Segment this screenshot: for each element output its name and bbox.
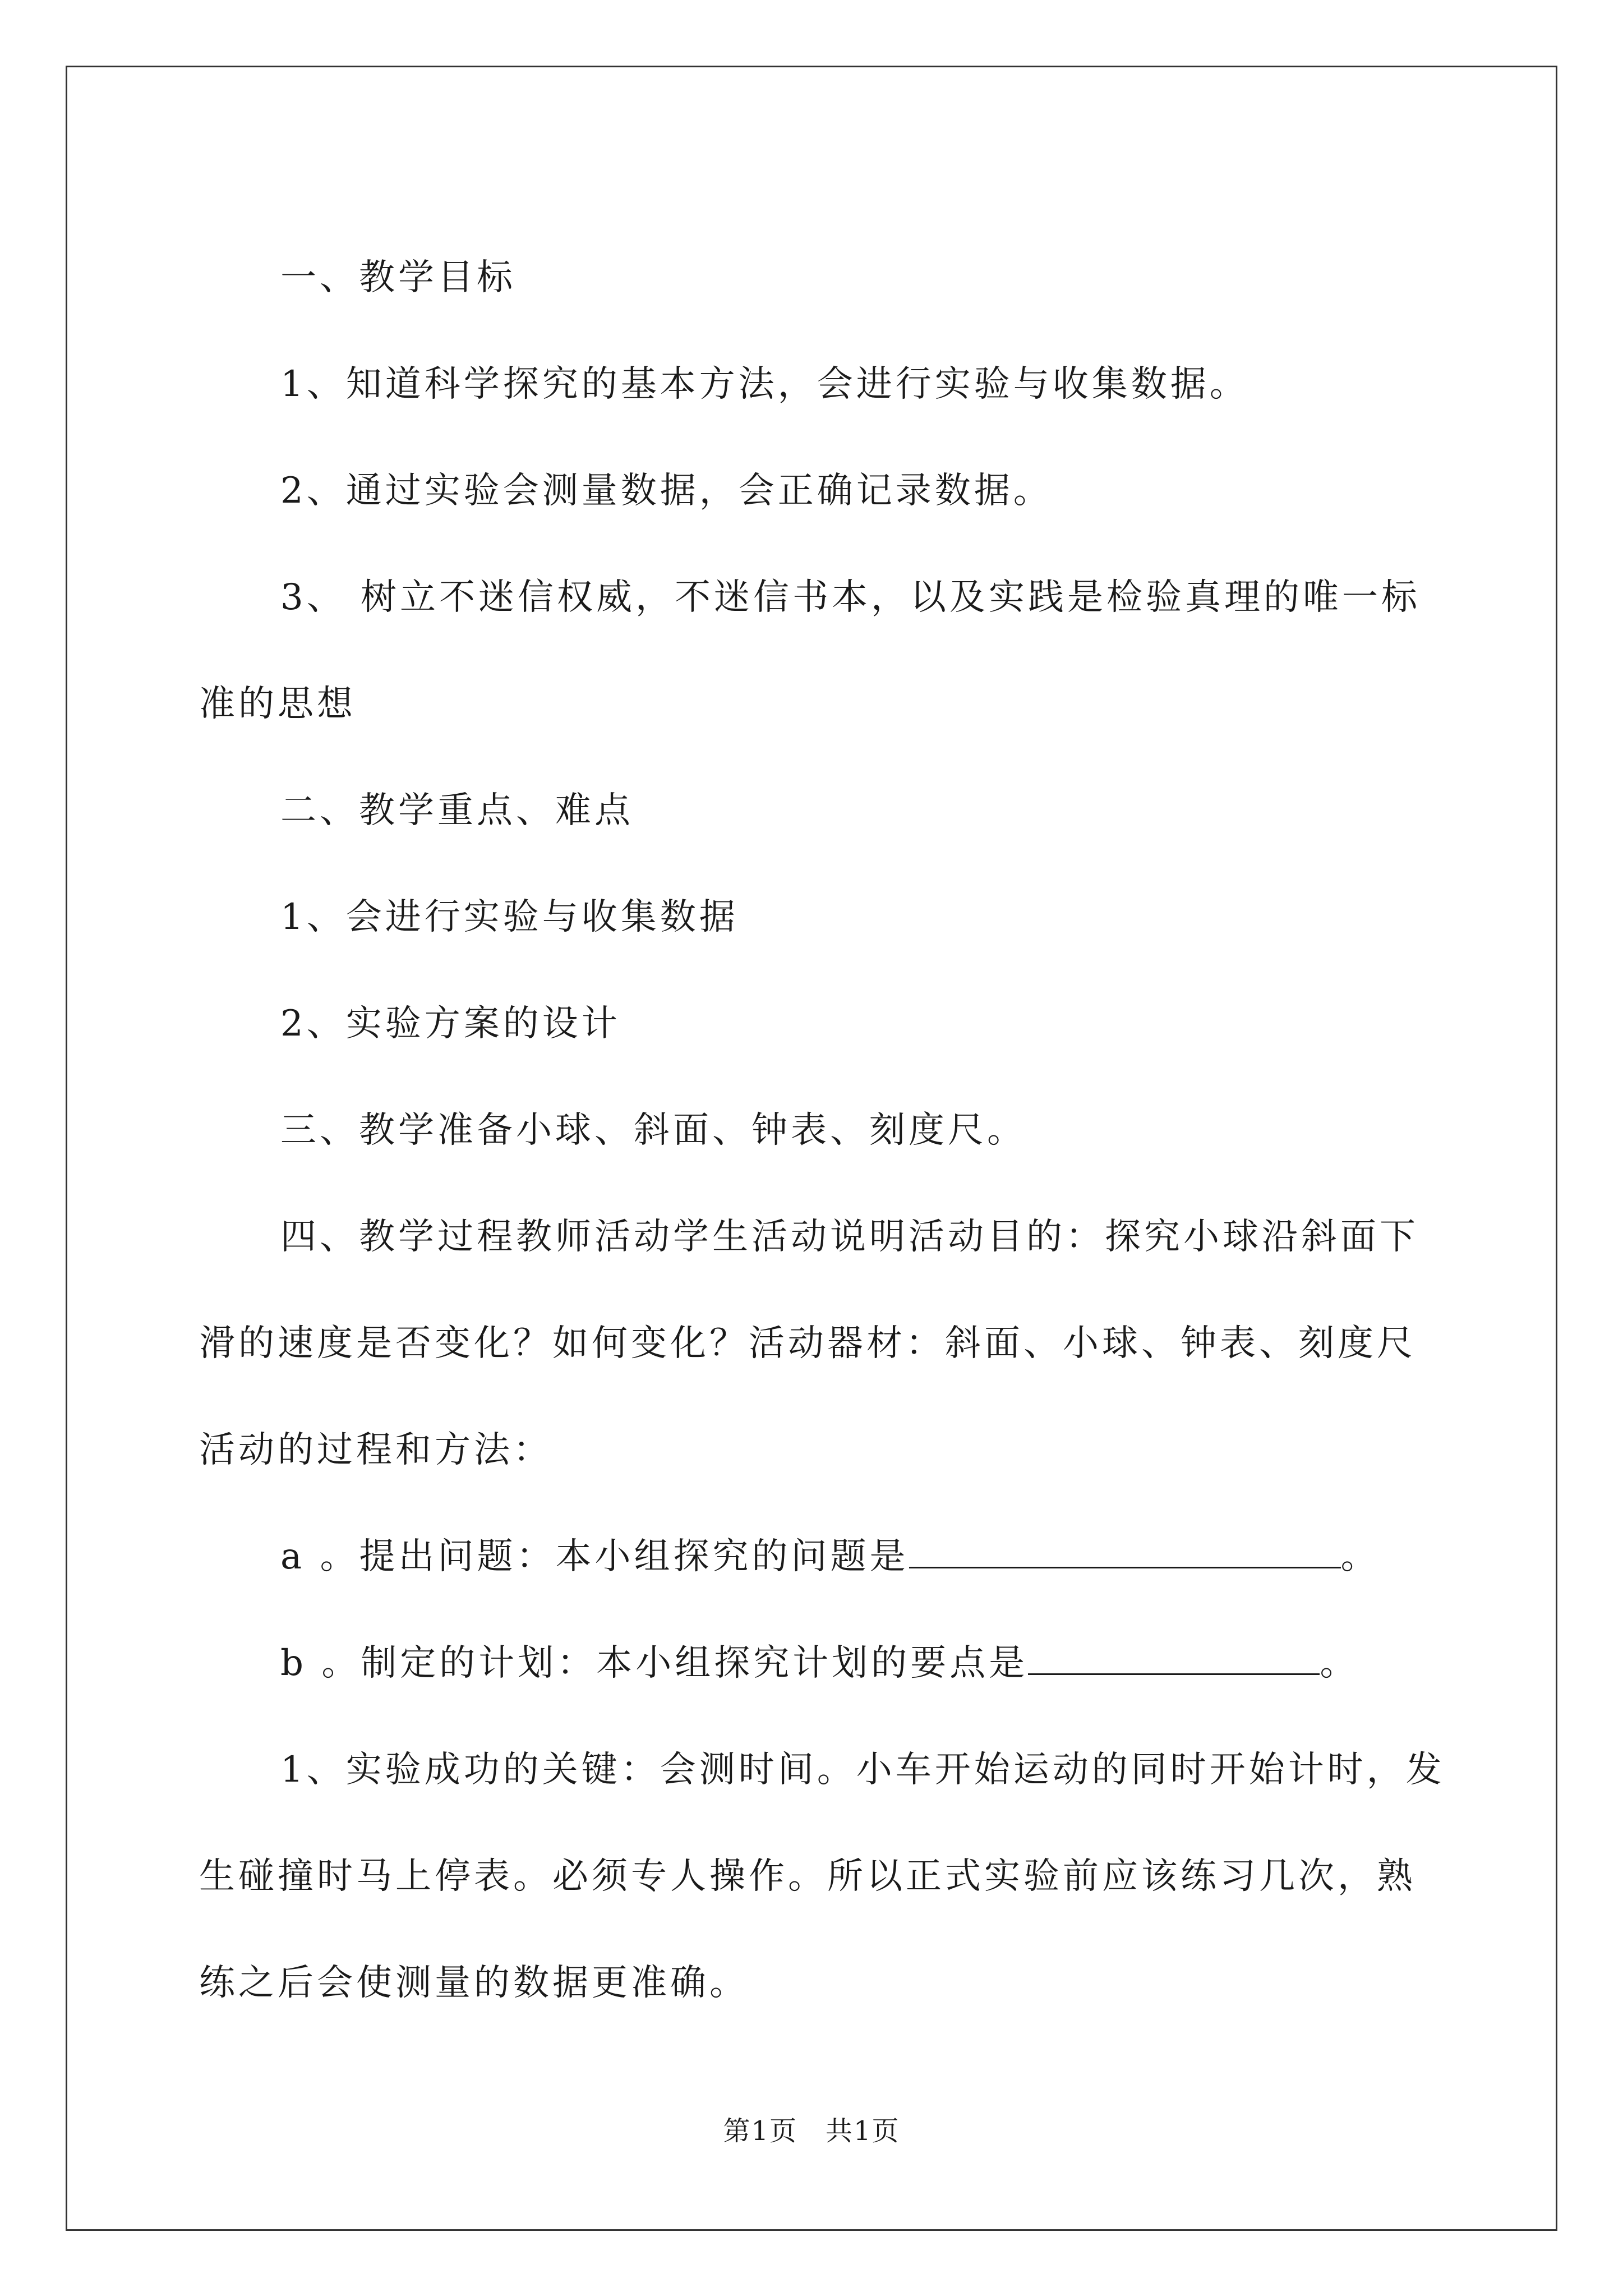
objective-item-1: 1、知道科学探究的基本方法，会进行实验与收集数据。 bbox=[280, 364, 1249, 405]
objective-item-3: 3、 树立不迷信权威，不迷信书本，以及实践是检验真理的唯一标准的思想 bbox=[199, 577, 1421, 725]
step-a-end: 。 bbox=[1340, 1536, 1380, 1577]
fill-in-blank-plan bbox=[1028, 1644, 1320, 1675]
step-b-end: 。 bbox=[1320, 1642, 1359, 1684]
section-preparation: 三、教学准备小球、斜面、钟表、刻度尺。 bbox=[280, 1110, 1026, 1151]
key-point-item-1: 1、会进行实验与收集数据 bbox=[280, 896, 739, 938]
objective-item-2: 2、通过实验会测量数据，会正确记录数据。 bbox=[280, 470, 1053, 512]
key-point-item-2: 2、实验方案的设计 bbox=[280, 1003, 621, 1045]
section-process: 四、教学过程教师活动学生活动说明活动目的：探究小球沿斜面下滑的速度是否变化？如何变化？活动器材：斜面、小球、钟表、刻度尺活动的过程和方法： bbox=[199, 1216, 1419, 1471]
document-body bbox=[199, 224, 1450, 2036]
step-b-label: b 。制定的计划：本小组探究计划的要点是 bbox=[280, 1642, 1029, 1684]
page-number: 第1页 共1页 bbox=[723, 2115, 900, 2147]
section-heading-key-points: 二、教学重点、难点 bbox=[280, 790, 634, 831]
step-a-question bbox=[199, 1503, 1450, 1610]
section-heading-objectives: 一、教学目标 bbox=[280, 257, 516, 298]
fill-in-blank-question bbox=[909, 1538, 1341, 1568]
step-a-label: a 。提出问题：本小组探究的问题是 bbox=[280, 1536, 909, 1577]
step-b-plan bbox=[199, 1610, 1450, 1717]
experiment-key-note: 1、实验成功的关键：会测时间。小车开始运动的同时开始计时，发生碰撞时马上停表。必须专人操作。所以正式实验前应该练习几次，熟练之后会使测量的数据更准确。 bbox=[199, 1749, 1445, 2004]
